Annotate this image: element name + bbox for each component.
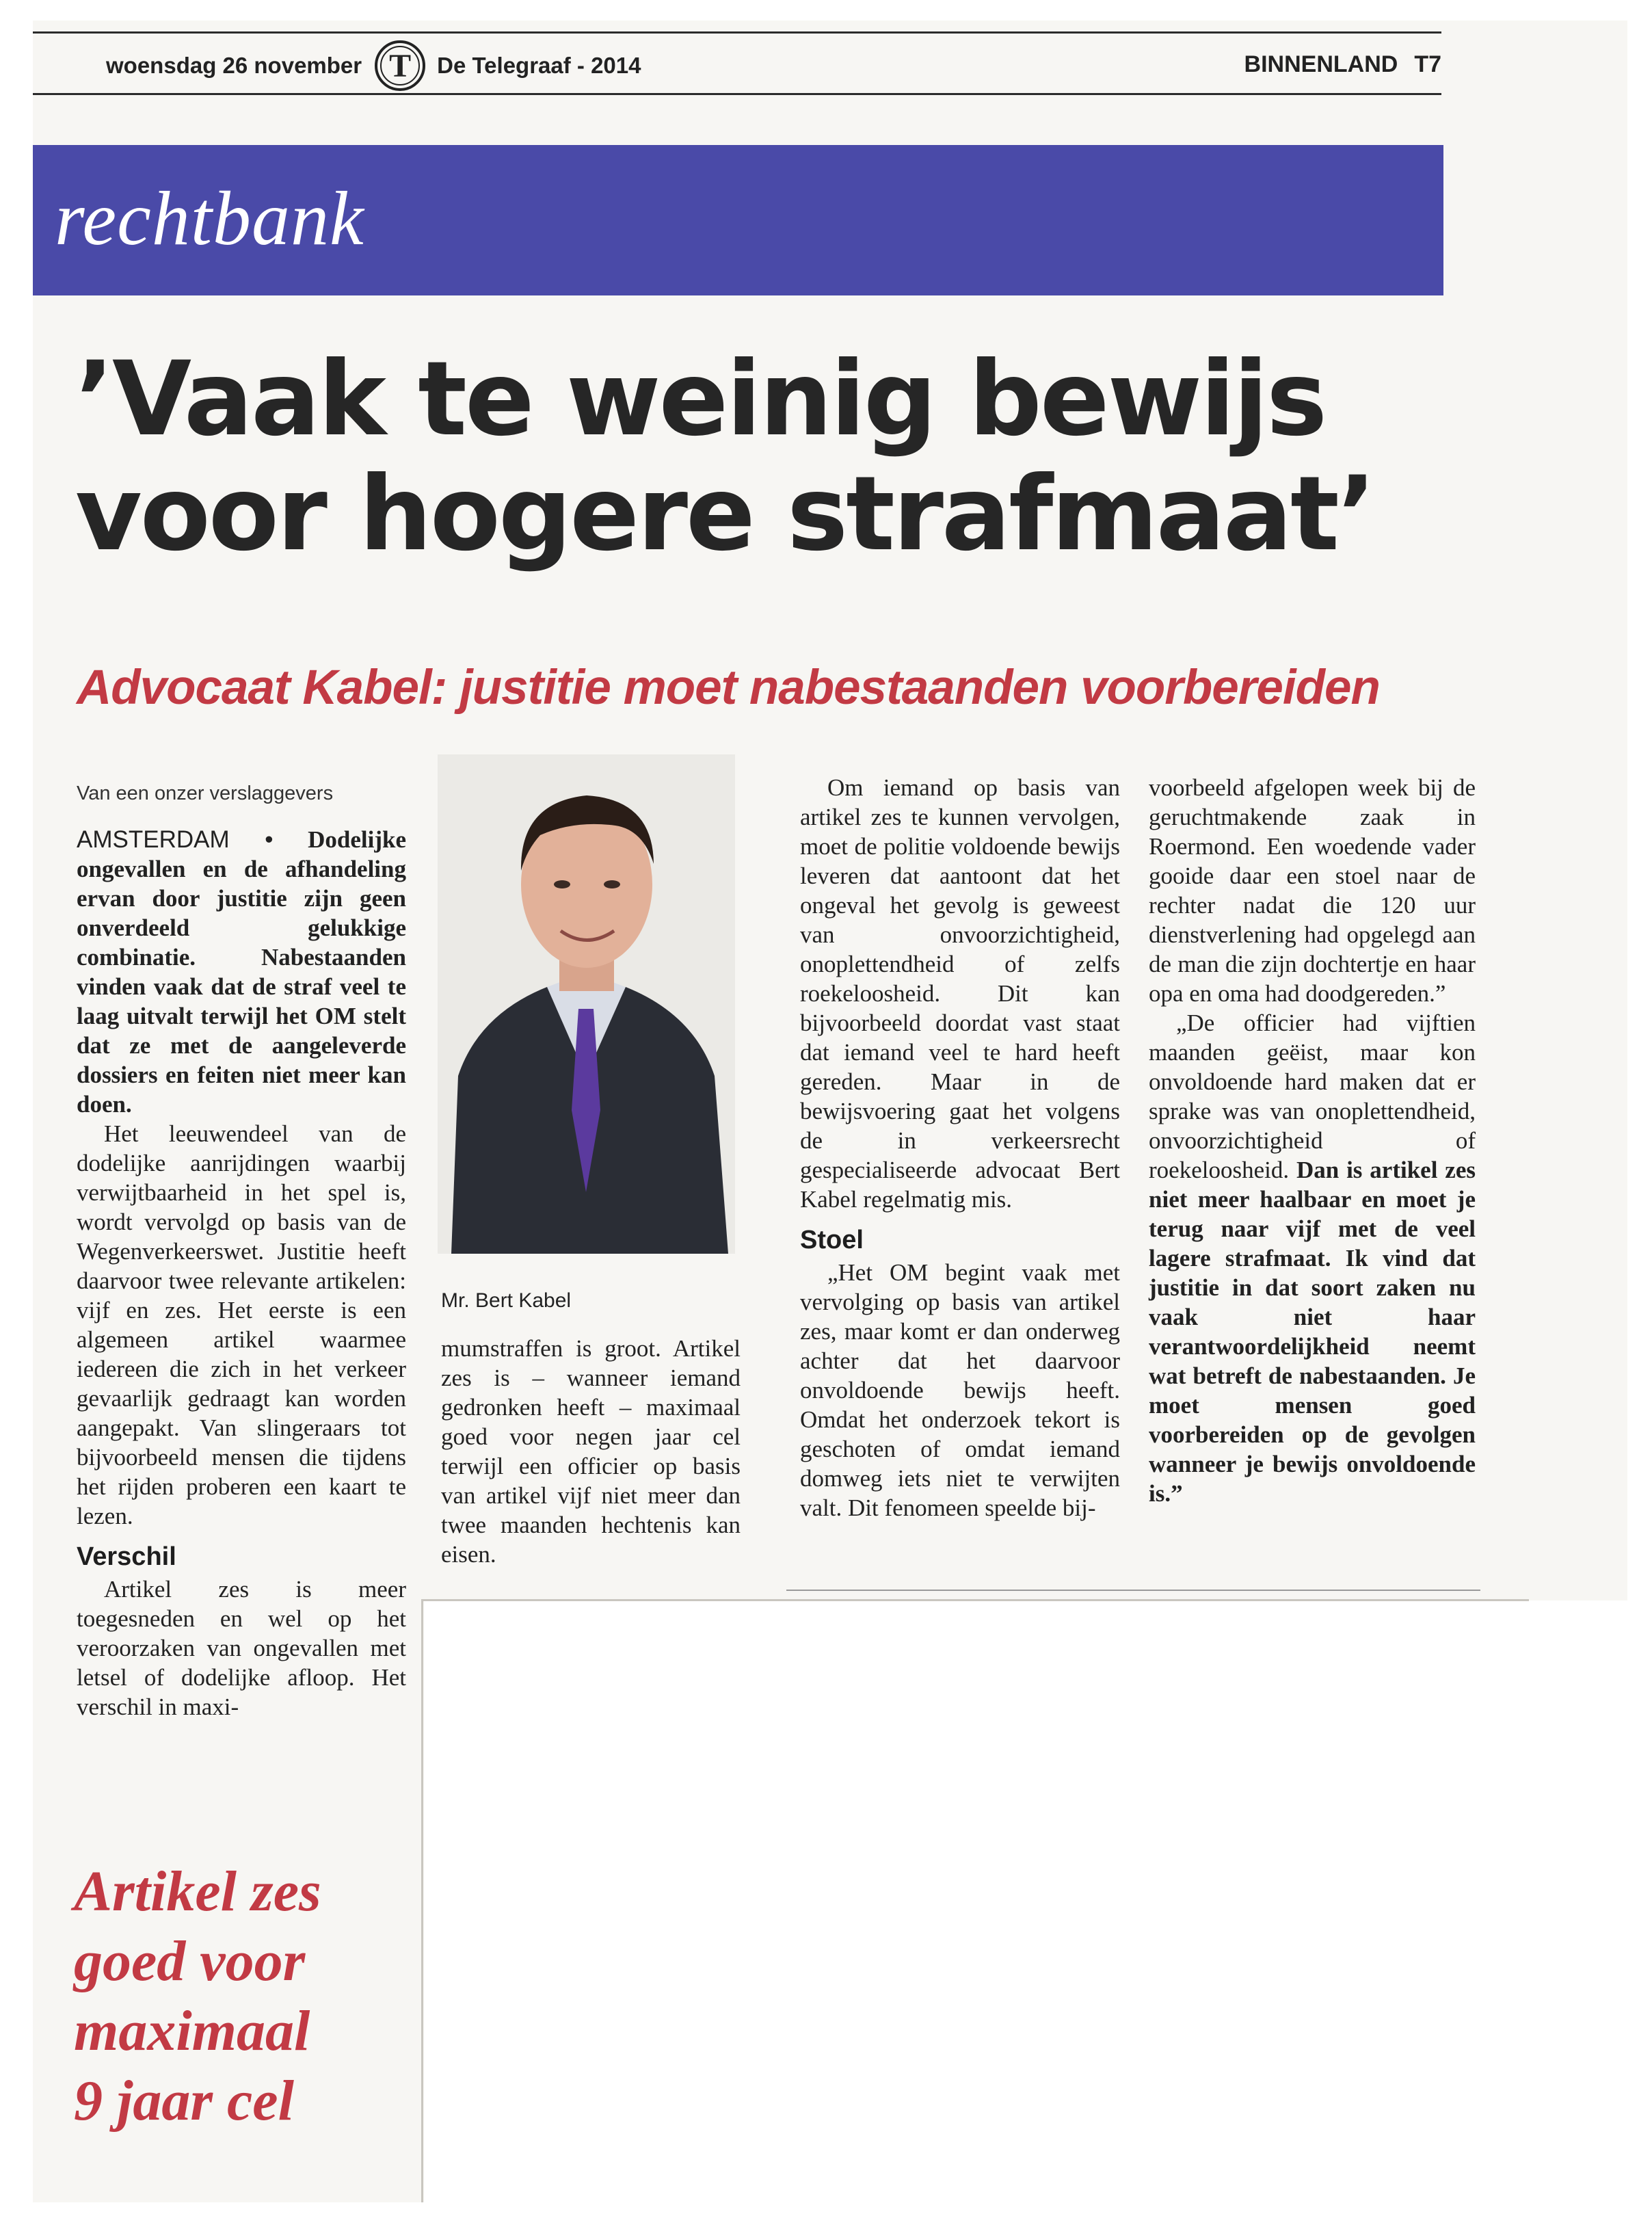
dateline: AMSTERDAM •	[77, 826, 274, 853]
header-rule	[33, 31, 1441, 34]
rubric-label: rechtbank	[55, 176, 364, 261]
lead-text: Dodelijke ongevallen en de afhandeling ervan door justitie zijn geen onverdeeld gelukkige combinatie. Nabestaanden vinden vaak dat de straf veel te laag uitvalt terwijl het OM stelt dat ze met de aangeleverde dossiers en feiten niet meer kan doen.	[77, 826, 406, 1118]
article-column-3	[800, 773, 1120, 1523]
intertitle-verschil: Verschil	[77, 1542, 176, 1571]
headline-line: voor hogere strafmaat’	[75, 455, 1374, 574]
pull-quote-line: maximaal	[74, 1999, 310, 2063]
body-paragraph: Artikel zes is meer toegesneden en wel op het veroorzaken van ongevallen met letsel of dodelijke afloop. Het verschil in maxi-	[77, 1576, 406, 1720]
intertitle-stoel: Stoel	[800, 1226, 864, 1254]
pull-quote-line: Artikel zes	[74, 1860, 321, 1923]
headline	[75, 342, 1511, 572]
body-paragraph: Het leeuwendeel van de dodelijke aanrijdingen waarbij verwijtbaarheid in het spel is, wordt vervolgd op basis van de Wegenverkeerswet. Justitie heeft daarvoor twee relevante artikelen: vijf en zes. Het eerste is een algemeen artikel waarmee iedereen die zich in het verkeer gevaarlijk gedraagt kan worden aangepakt. Van slingeraars tot bijvoorbeeld mensen die tijdens het rijden proberen een kaart te lezen.	[77, 1120, 406, 1529]
body-paragraph: „Het OM begint vaak met vervolging op basis van artikel zes, maar komt er dan onderweg achter dat het daarvoor onvoldoende bewijs heeft. Omdat het onderzoek tekort is geschoten of omdat iemand domweg iets niet te verwijten valt. Dit fenomeen speelde bij-	[800, 1259, 1120, 1521]
clipping-cutout	[424, 1600, 1652, 2214]
portrait-photo	[438, 754, 735, 1254]
body-paragraph: Om iemand op basis van artikel zes te kunnen vervolgen, moet de politie voldoende bewijs leveren dat aantoont dat het ongeval het gevolg is geweest van onvoorzichtigheid, onoplettendheid of zelfs roekeloosheid. Dit kan bijvoorbeeld doordat vast staat dat iemand veel te hard heeft gereden. Maar in de bewijsvoering gaat het volgens de in verkeersrecht gespecialiseerde advocaat Bert Kabel regelmatig mis.	[800, 774, 1120, 1213]
column-bottom-rule	[786, 1590, 1480, 1591]
page-number: T7	[1414, 51, 1441, 77]
logo-letter: T	[389, 47, 412, 84]
body-paragraph	[1149, 1008, 1476, 1508]
header-right	[1244, 45, 1441, 83]
body-paragraph: mumstraffen is groot. Artikel zes is – wanneer iemand gedronken heeft – maximaal goed voor negen jaar cel terwijl een officier op basis van artikel vijf niet meer dan twee maanden hechtenis kan eisen.	[441, 1335, 741, 1568]
lead-paragraph	[77, 825, 406, 1119]
photo-caption: Mr. Bert Kabel	[441, 1289, 572, 1312]
header-left	[106, 47, 641, 85]
article-column-1	[77, 780, 406, 1722]
article-column-4	[1149, 773, 1476, 1508]
subheadline: Advocaat Kabel: justitie moet nabestaanden voorbereiden	[77, 661, 1380, 715]
cut-edge	[421, 1599, 1529, 1601]
headline-line: ’Vaak te weinig bewijs	[75, 340, 1326, 459]
pull-quote	[74, 1857, 416, 2136]
telegraaf-logo-icon	[373, 38, 427, 93]
body-paragraph: voorbeeld afgelopen week bij de geruchtmakende zaak in Roermond. Een woedende vader gooide daar een stoel naar de rechter nadat die 120 uur dienstverlening had opgelegd aan de man die zijn dochtertje en haar opa en oma had doodgereden.”	[1149, 774, 1476, 1007]
issue-date: woensdag 26 november	[106, 53, 362, 78]
quote-text: „De officier had vijftien maanden geëist, maar kon onvoldoende hard maken dat er sprake was van onoplettendheid, onvoorzichtigheid of roekeloosheid.	[1149, 1010, 1476, 1183]
section-name: BINNENLAND	[1244, 51, 1398, 77]
pull-quote-line: goed voor	[74, 1929, 306, 1993]
quote-text-bold: Dan is artikel zes niet meer haalbaar en moet je terug naar vijf met de veel lagere strafmaat. Ik vind dat justitie in dat soort zaken nu vaak niet haar verantwoordelijkheid neemt wat betreft de nabestaanden. Je moet mensen goed voorbereiden op de gevolgen wanneer je bewijs onvoldoende is.”	[1149, 1157, 1476, 1507]
header-rule	[33, 93, 1441, 95]
paper-name: De Telegraaf - 2014	[437, 53, 641, 78]
cut-edge	[421, 1600, 423, 2202]
article-column-2	[441, 1334, 741, 1569]
pull-quote-line: 9 jaar cel	[74, 2069, 294, 2133]
byline: Van een onzer verslaggevers	[77, 782, 334, 804]
